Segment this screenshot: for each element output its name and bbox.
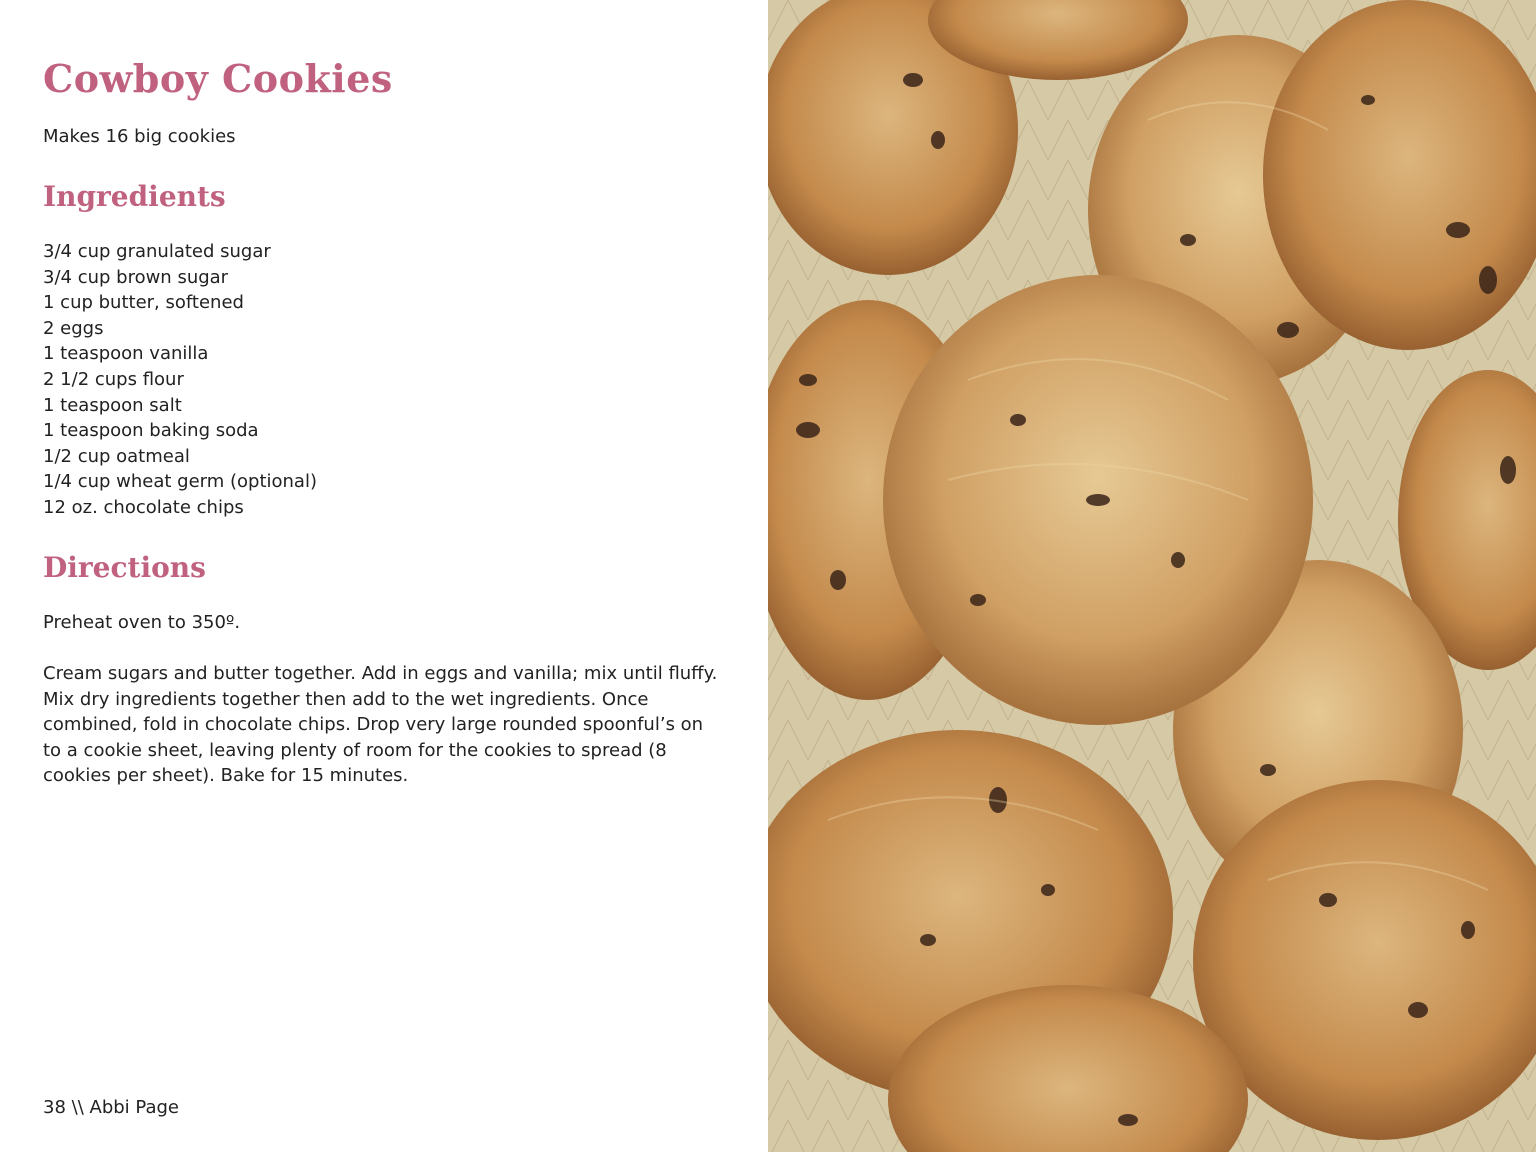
ingredient-item: 1 cup butter, softened (43, 292, 244, 314)
cookies-photo (768, 0, 1536, 1152)
recipe-yield: Makes 16 big cookies (43, 126, 236, 147)
ingredient-item: 1 teaspoon salt (43, 394, 182, 416)
ingredient-item: 2 eggs (43, 317, 104, 339)
page-number: 38 (43, 1097, 66, 1118)
footer-author: Abbi Page (89, 1097, 179, 1118)
direction-step: Preheat oven to 350º. (43, 612, 241, 633)
recipe-title: Cowboy Cookies (43, 56, 393, 101)
direction-step: Cream sugars and butter together. Add in eggs and vanilla; mix until fluffy. Mix dry ingredients together then add to the wet ingredients. Once combined, fold in chocolate chips. Drop very large rounded spoonful’s on to a cookie sheet, leaving plenty of room for the cookies to spread (8 cookies per sheet). Bake for 15 minutes. (43, 663, 718, 787)
ingredients-list (43, 239, 317, 521)
cookies-illustration (768, 0, 1536, 1152)
ingredient-item: 1 teaspoon vanilla (43, 343, 209, 365)
page-footer (43, 1095, 179, 1121)
ingredient-item: 1 teaspoon baking soda (43, 420, 259, 442)
cookie-group (768, 0, 1536, 1152)
directions-heading: Directions (43, 551, 206, 584)
ingredient-item: 12 oz. chocolate chips (43, 496, 244, 518)
ingredient-item: 3/4 cup granulated sugar (43, 241, 271, 262)
ingredient-item: 1/2 cup oatmeal (43, 445, 190, 467)
ingredient-item: 3/4 cup brown sugar (43, 266, 229, 288)
footer-separator: \\ (71, 1097, 84, 1118)
ingredient-item: 2 1/2 cups flour (43, 368, 184, 390)
ingredient-item: 1/4 cup wheat germ (optional) (43, 471, 317, 493)
ingredients-heading: Ingredients (43, 180, 226, 213)
